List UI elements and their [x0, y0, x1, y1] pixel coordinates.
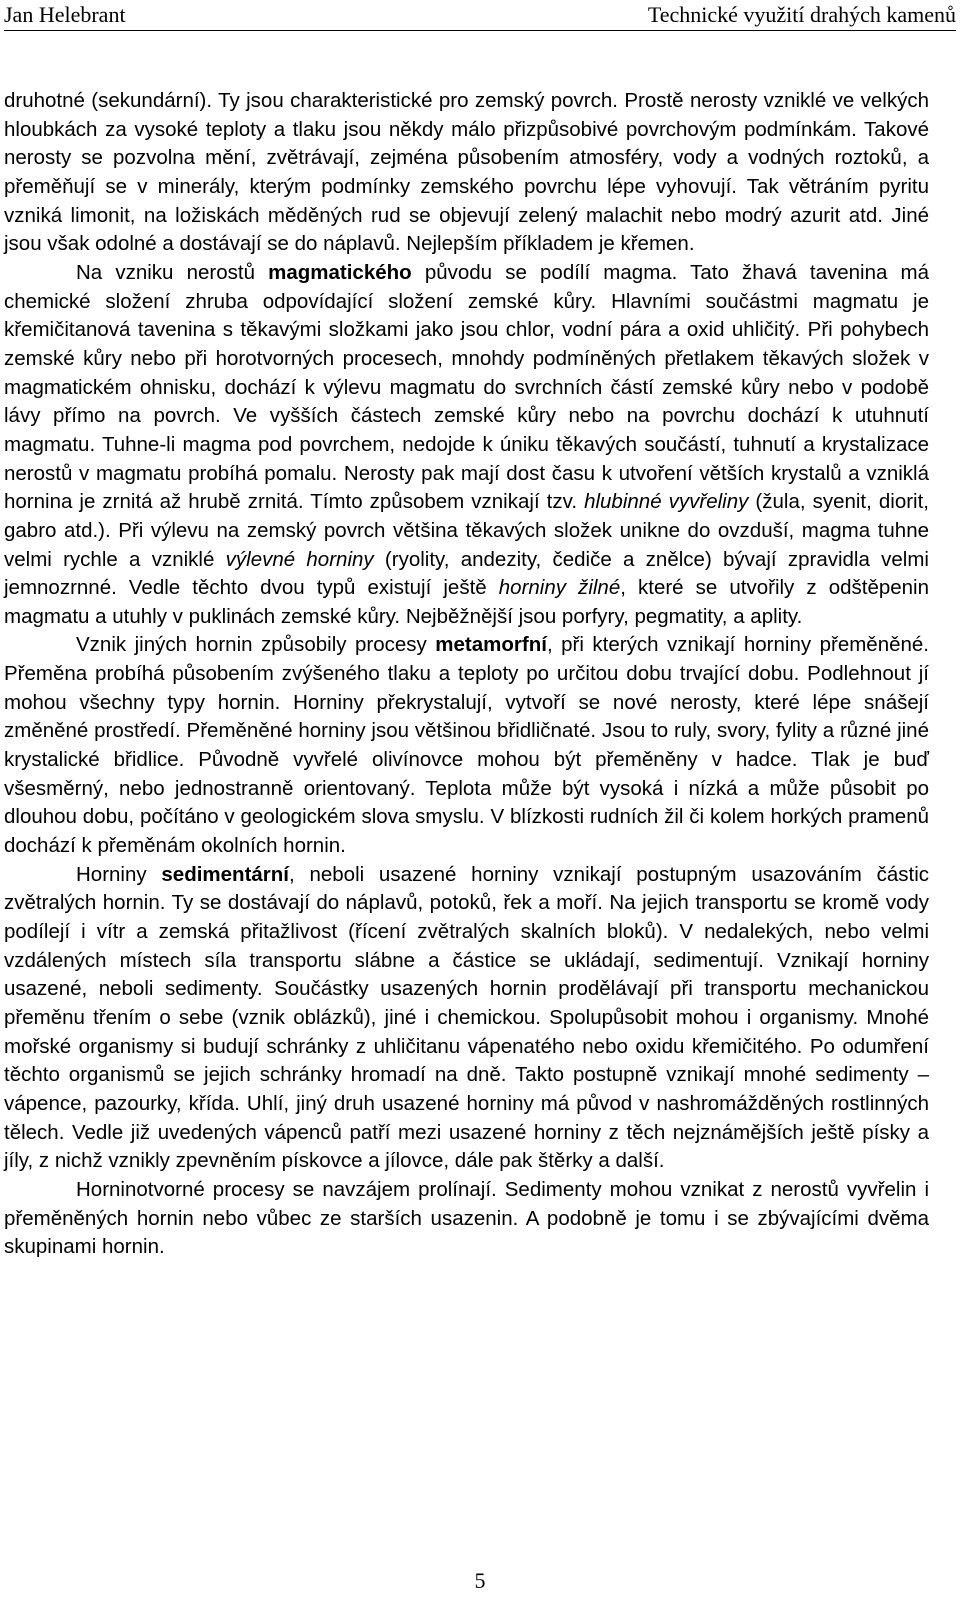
bold-term-magmatic: magmatického	[268, 260, 412, 284]
paragraph-sedimentary	[4, 861, 929, 1176]
paragraph-rock-cycle: Horninotvorné procesy se navzájem prolínají. Sedimenty mohou vznikat z nerostů vyvřelin i přeměněných hornin nebo vůbec ze starších usazenin. A podobně je tomu i se zbývajícími dvěma skupinami hornin.	[4, 1177, 929, 1259]
italic-term-volcanic: výlevné horniny	[225, 547, 374, 571]
header-author: Jan Helebrant	[4, 2, 126, 27]
text-run: , které se utvořily z odštěpenin magmatu a utuhly v puklinách zemské kůry. Nejběžnější jsou porfyry, pegmatity, a aplity.	[4, 576, 929, 628]
italic-term-dike: horniny žilné	[498, 576, 621, 600]
paragraph-magmatic	[4, 259, 929, 632]
text-run: (ryolity, andezity, čediče a znělce) bývají zpravidla velmi jemnozrnné. Vedle těchto dvou typů existují ještě	[4, 547, 929, 600]
document-body	[4, 87, 929, 1262]
bold-term-sedimentary: sedimentární	[161, 862, 290, 886]
text-run: Horniny	[76, 862, 162, 886]
text-run: (žula, syenit, diorit, gabro atd.). Při výlevu na zemský povrch většina těkavých složek unikne do ovzduší, magma tuhne velmi rychle a vzniklé	[4, 490, 929, 571]
page-number: 5	[474, 1568, 486, 1593]
text-run: Na vzniku nerostů	[76, 260, 269, 284]
text-run: , neboli usazené horniny vznikají postupným usazováním částic zvětralých hornin. Ty se dostávají do náplavů, potoků, řek a moří. Na jejich transportu se kromě vody podílejí i vítr a zemská přitažlivost (řícení zvětralých skalních bloků). V nedalekých, nebo velmi vzdálených místech síla transportu slábne a částice se ukládají, sedimentují. Vznikají horniny usazené, neboli sedimenty. Součástky usazených hornin prodělávají při transportu mechanickou přeměnu třením o sebe (vznik oblázků), jiné i chemickou. Spolupůsobit mohou i organismy. Mnohé mořské organismy si budují schránky z uhličitanu vápenatého nebo oxidu křemičitého. Po odumření těchto organismů se jejich schránky hromadí na dně. Takto postupně vznikají mnohé sedimenty – vápence, pazourky, křída. Uhlí, jiný druh usazené horniny má původ v nashromážděných rostlinných tělech. Vedle již uvedených vápenců patří mezi usazené horniny z těch nejznámějších ještě písky a jíly, z nichž vznikly zpevněním pískovce a jílovce, dále pak štěrky a další.	[4, 862, 929, 1173]
italic-term-plutonic: hlubinné vyvřeliny	[584, 490, 749, 514]
text-run: Vznik jiných hornin způsobily procesy	[76, 633, 436, 657]
paragraph-metamorphic	[4, 631, 929, 860]
paragraph-secondary-minerals: druhotné (sekundární). Ty jsou charakteristické pro zemský povrch. Prostě nerosty vzniklé ve velkých hloubkách za vysoké teploty a tlaku jsou někdy málo přizpůsobivé povrchovým podmínkám. Takové nerosty se pozvolna mění, zvětrávají, zejména působením atmosféry, vody a vodných roztoků, a přeměňují se v minerály, kterým podmínky zemského povrchu lépe vyhovují. Tak větráním pyritu vzniká limonit, na ložiskách měděných rud se objevují zelený malachit nebo modrý azurit atd. Jiné jsou však odolné a dostávají se do náplavů. Nejlepším příkladem je křemen.	[4, 89, 929, 256]
text-run: původu se podílí magma. Tato žhavá tavenina má chemické složení zhruba odpovídající složení zemské kůry. Hlavními součástmi magmatu je křemičitanová tavenina s těkavými složkami jako jsou chlor, vodní pára a oxid uhličitý. Při pohybech zemské kůry nebo při horotvorných procesech, mnohdy podmíněných přetlakem těkavých složek v magmatickém ohnisku, dochází k výlevu magmatu do svrchních částí zemské kůry nebo v podobě lávy přímo na povrch. Ve vyšších částech zemské kůry nebo na povrchu dochází k utuhnutí magmatu. Tuhne-li magma pod povrchem, nedojde k úniku těkavých součástí, tuhnutí a krystalizace nerostů v magmatu probíhá pomalu. Nerosty pak mají dost času k utvoření větších krystalů a vzniklá hornina je zrnitá až hrubě zrnitá. Tímto způsobem vznikají tzv.	[4, 260, 929, 514]
bold-term-metamorphic: metamorfní	[435, 633, 547, 657]
page-header	[4, 0, 956, 31]
header-title: Technické využití drahých kamenů	[647, 2, 956, 27]
text-run: , při kterých vznikají horniny přeměněné. Přeměna probíhá působením zvýšeného tlaku a teploty po určitou dobu trvající dobu. Podlehnout jí mohou všechny typy hornin. Horniny překrystalují, vytvoří se nové nerosty, které lépe snášejí změněné prostředí. Přeměněné horniny jsou většinou břidličnaté. Jsou to ruly, svory, fylity a různé jiné krystalické břidlice. Původně vyvřelé olivínovce mohou být přeměněny v hadce. Tlak je buď všesměrný, nebo jednostranně orientovaný. Teplota může být vysoká i nízká a může působit po dlouhou dobu, počítáno v geologickém slova smyslu. V blízkosti rudních žil či kolem horkých pramenů dochází k přeměnám okolních hornin.	[4, 633, 930, 858]
